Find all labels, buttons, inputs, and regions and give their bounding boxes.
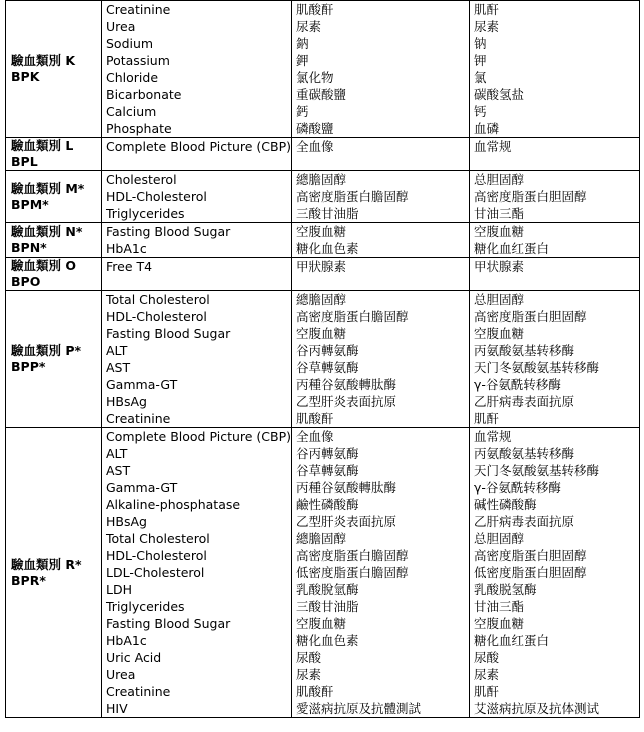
simplified-chinese-cell xyxy=(470,171,640,223)
simplified-chinese-name: 总胆固醇 xyxy=(474,292,525,307)
english-test-name: HbA1c xyxy=(106,633,147,648)
simplified-chinese-name: 甘油三酯 xyxy=(474,206,525,221)
section-row xyxy=(6,138,640,171)
traditional-chinese-name: 重碳酸鹽 xyxy=(296,87,347,102)
english-name-cell xyxy=(102,223,292,258)
traditional-chinese-name: 谷丙轉氨酶 xyxy=(296,446,359,461)
simplified-chinese-name: 钾 xyxy=(474,53,487,68)
traditional-chinese-name: 丙種谷氨酸轉肽酶 xyxy=(296,377,397,392)
simplified-chinese-name: 肌酐 xyxy=(474,2,500,17)
simplified-chinese-name: 高密度脂蛋白胆固醇 xyxy=(474,309,587,324)
english-test-name: Fasting Blood Sugar xyxy=(106,224,231,239)
english-name-cell xyxy=(102,138,292,171)
english-test-name: LDL-Cholesterol xyxy=(106,565,205,580)
traditional-chinese-name: 肌酸酐 xyxy=(296,684,334,699)
english-test-name: Creatinine xyxy=(106,411,171,426)
simplified-chinese-name: 碳酸氢盐 xyxy=(474,87,525,102)
simplified-chinese-name: γ-谷氨酰转移酶 xyxy=(474,377,561,392)
simplified-chinese-cell xyxy=(470,258,640,291)
simplified-chinese-name: 尿素 xyxy=(474,667,500,682)
traditional-chinese-cell xyxy=(292,1,470,138)
traditional-chinese-name: 高密度脂蛋白膽固醇 xyxy=(296,309,409,324)
category-name: 驗血類別 R* xyxy=(11,556,82,572)
english-test-name: Urea xyxy=(106,19,136,34)
traditional-chinese-name: 鈣 xyxy=(296,104,309,119)
english-test-name: Creatinine xyxy=(106,2,171,17)
category-code: BPM* xyxy=(11,196,49,212)
category-cell xyxy=(6,171,102,223)
category-cell xyxy=(6,291,102,428)
traditional-chinese-name: 三酸甘油脂 xyxy=(296,206,359,221)
traditional-chinese-name: 空腹血糖 xyxy=(296,616,347,631)
category-cell xyxy=(6,1,102,138)
english-test-name: Sodium xyxy=(106,36,154,51)
simplified-chinese-name: 氯 xyxy=(474,70,487,85)
simplified-chinese-name: 空腹血糖 xyxy=(474,224,525,239)
traditional-chinese-name: 鈉 xyxy=(296,36,309,51)
category-cell xyxy=(6,223,102,258)
simplified-chinese-name: 低密度脂蛋白胆固醇 xyxy=(474,565,587,580)
english-test-name: Gamma-GT xyxy=(106,480,178,495)
english-name-cell xyxy=(102,428,292,718)
traditional-chinese-cell xyxy=(292,258,470,291)
traditional-chinese-name: 氯化物 xyxy=(296,70,334,85)
section-row xyxy=(6,171,640,223)
category-cell xyxy=(6,258,102,291)
english-test-name: Total Cholesterol xyxy=(106,292,210,307)
category-cell xyxy=(6,428,102,718)
traditional-chinese-name: 空腹血糖 xyxy=(296,224,347,239)
english-test-name: HIV xyxy=(106,701,128,716)
traditional-chinese-name: 肌酸酐 xyxy=(296,2,334,17)
english-test-name: Fasting Blood Sugar xyxy=(106,616,231,631)
category-name: 驗血類別 P* xyxy=(11,343,82,358)
traditional-chinese-name: 全血像 xyxy=(296,429,334,444)
simplified-chinese-name: 血常规 xyxy=(474,139,512,154)
category-cell xyxy=(6,138,102,171)
simplified-chinese-name: 甲状腺素 xyxy=(474,259,525,274)
english-test-name: HBsAg xyxy=(106,514,147,529)
traditional-chinese-name: 乳酸脫氫酶 xyxy=(296,582,359,597)
traditional-chinese-name: 乙型肝炎表面抗原 xyxy=(296,514,397,529)
simplified-chinese-name: 乳酸脱氢酶 xyxy=(474,582,537,597)
traditional-chinese-name: 鉀 xyxy=(296,53,309,68)
english-test-name: Cholesterol xyxy=(106,172,177,187)
simplified-chinese-name: 丙氨酸氨基转移酶 xyxy=(474,343,575,358)
english-test-name: Free T4 xyxy=(106,259,153,274)
simplified-chinese-name: 糖化血红蛋白 xyxy=(474,241,550,256)
english-test-name: Alkaline-phosphatase xyxy=(106,497,241,512)
traditional-chinese-name: 尿酸 xyxy=(296,650,322,665)
traditional-chinese-name: 高密度脂蛋白膽固醇 xyxy=(296,548,409,563)
simplified-chinese-name: 碱性磷酸酶 xyxy=(474,497,537,512)
simplified-chinese-name: 乙肝病毒表面抗原 xyxy=(474,514,575,529)
traditional-chinese-name: 三酸甘油脂 xyxy=(296,599,359,614)
english-test-name: AST xyxy=(106,463,131,478)
traditional-chinese-name: 總膽固醇 xyxy=(296,172,347,187)
simplified-chinese-cell xyxy=(470,223,640,258)
traditional-chinese-name: 磷酸鹽 xyxy=(296,121,334,136)
simplified-chinese-name: 总胆固醇 xyxy=(474,172,525,187)
english-test-name: HDL-Cholesterol xyxy=(106,189,207,204)
english-test-name: LDH xyxy=(106,582,132,597)
traditional-chinese-name: 全血像 xyxy=(296,139,334,154)
simplified-chinese-name: 丙氨酸氨基转移酶 xyxy=(474,446,575,461)
english-test-name: ALT xyxy=(106,343,128,358)
simplified-chinese-name: 乙肝病毒表面抗原 xyxy=(474,394,575,409)
english-test-name: Urea xyxy=(106,667,136,682)
traditional-chinese-cell xyxy=(292,171,470,223)
english-test-name: AST xyxy=(106,360,131,375)
category-name: 驗血類別 K xyxy=(11,53,76,68)
section-row xyxy=(6,223,640,258)
simplified-chinese-name: 钙 xyxy=(474,104,487,119)
english-test-name: Gamma-GT xyxy=(106,377,178,392)
english-test-name: HBsAg xyxy=(106,394,147,409)
traditional-chinese-name: 糖化血色素 xyxy=(296,241,359,256)
english-test-name: Complete Blood Picture (CBP) xyxy=(106,139,291,154)
traditional-chinese-name: 高密度脂蛋白膽固醇 xyxy=(296,189,409,204)
english-test-name: Triglycerides xyxy=(106,206,185,221)
category-code: BPL xyxy=(11,154,38,169)
section-row xyxy=(6,291,640,428)
category-code: BPN* xyxy=(11,240,47,255)
english-test-name: Uric Acid xyxy=(106,650,162,665)
section-row xyxy=(6,1,640,138)
simplified-chinese-cell xyxy=(470,1,640,138)
english-name-cell xyxy=(102,1,292,138)
simplified-chinese-name: 总胆固醇 xyxy=(474,531,525,546)
category-code: BPK xyxy=(11,69,40,84)
traditional-chinese-cell xyxy=(292,291,470,428)
simplified-chinese-cell xyxy=(470,428,640,718)
simplified-chinese-name: 高密度脂蛋白胆固醇 xyxy=(474,189,587,204)
simplified-chinese-cell xyxy=(470,138,640,171)
traditional-chinese-name: 總膽固醇 xyxy=(296,531,347,546)
traditional-chinese-name: 谷草轉氨酶 xyxy=(296,360,359,375)
simplified-chinese-name: 天门冬氨酸氨基转移酶 xyxy=(474,360,600,375)
simplified-chinese-name: 空腹血糖 xyxy=(474,616,525,631)
traditional-chinese-name: 鹼性磷酸酶 xyxy=(296,497,359,512)
english-name-cell xyxy=(102,171,292,223)
simplified-chinese-name: 尿酸 xyxy=(474,650,500,665)
section-row xyxy=(6,428,640,718)
traditional-chinese-name: 肌酸酐 xyxy=(296,411,334,426)
english-test-name: Phosphate xyxy=(106,121,172,136)
traditional-chinese-name: 尿素 xyxy=(296,19,322,34)
english-test-name: Calcium xyxy=(106,104,157,119)
category-name: 驗血類別 N* xyxy=(11,224,83,239)
traditional-chinese-cell xyxy=(292,223,470,258)
simplified-chinese-name: 尿素 xyxy=(474,19,500,34)
traditional-chinese-name: 糖化血色素 xyxy=(296,633,359,648)
blood-test-table xyxy=(5,0,640,718)
english-test-name: Triglycerides xyxy=(106,599,185,614)
simplified-chinese-name: 肌酐 xyxy=(474,684,500,699)
traditional-chinese-name: 乙型肝炎表面抗原 xyxy=(296,394,397,409)
category-name: 驗血類別 L xyxy=(11,138,74,153)
english-test-name: HDL-Cholesterol xyxy=(106,309,207,324)
traditional-chinese-cell xyxy=(292,138,470,171)
simplified-chinese-name: γ-谷氨酰转移酶 xyxy=(474,480,561,495)
category-code: BPO xyxy=(11,274,41,289)
table-body xyxy=(6,1,640,718)
simplified-chinese-name: 血常规 xyxy=(474,429,512,444)
simplified-chinese-name: 钠 xyxy=(474,36,487,51)
english-test-name: HDL-Cholesterol xyxy=(106,548,207,563)
traditional-chinese-name: 空腹血糖 xyxy=(296,326,347,341)
section-row xyxy=(6,258,640,291)
traditional-chinese-name: 谷草轉氨酶 xyxy=(296,463,359,478)
simplified-chinese-name: 血磷 xyxy=(474,121,500,136)
english-test-name: Creatinine xyxy=(106,684,171,699)
category-name: 驗血類別 M* xyxy=(11,180,85,196)
traditional-chinese-name: 谷丙轉氨酶 xyxy=(296,343,359,358)
traditional-chinese-name: 愛滋病抗原及抗體測試 xyxy=(296,701,422,716)
english-test-name: Potassium xyxy=(106,53,170,68)
simplified-chinese-name: 艾滋病抗原及抗体测试 xyxy=(474,701,600,716)
english-test-name: Chloride xyxy=(106,70,159,85)
simplified-chinese-name: 肌酐 xyxy=(474,411,500,426)
category-name: 驗血類別 O xyxy=(11,258,76,273)
traditional-chinese-name: 甲狀腺素 xyxy=(296,259,347,274)
category-code: BPR* xyxy=(11,572,46,588)
traditional-chinese-name: 尿素 xyxy=(296,667,322,682)
english-name-cell xyxy=(102,291,292,428)
english-test-name: Fasting Blood Sugar xyxy=(106,326,231,341)
english-test-name: HbA1c xyxy=(106,241,147,256)
english-test-name: Total Cholesterol xyxy=(106,531,210,546)
simplified-chinese-name: 甘油三酯 xyxy=(474,599,525,614)
simplified-chinese-name: 天门冬氨酸氨基转移酶 xyxy=(474,463,600,478)
traditional-chinese-name: 低密度脂蛋白膽固醇 xyxy=(296,565,409,580)
simplified-chinese-name: 糖化血红蛋白 xyxy=(474,633,550,648)
english-test-name: Bicarbonate xyxy=(106,87,182,102)
simplified-chinese-name: 高密度脂蛋白胆固醇 xyxy=(474,548,587,563)
traditional-chinese-name: 丙種谷氨酸轉肽酶 xyxy=(296,480,397,495)
english-test-name: Complete Blood Picture (CBP) xyxy=(106,429,291,444)
traditional-chinese-cell xyxy=(292,428,470,718)
english-name-cell xyxy=(102,258,292,291)
english-test-name: ALT xyxy=(106,446,128,461)
traditional-chinese-name: 總膽固醇 xyxy=(296,292,347,307)
simplified-chinese-name: 空腹血糖 xyxy=(474,326,525,341)
simplified-chinese-cell xyxy=(470,291,640,428)
category-code: BPP* xyxy=(11,359,46,374)
